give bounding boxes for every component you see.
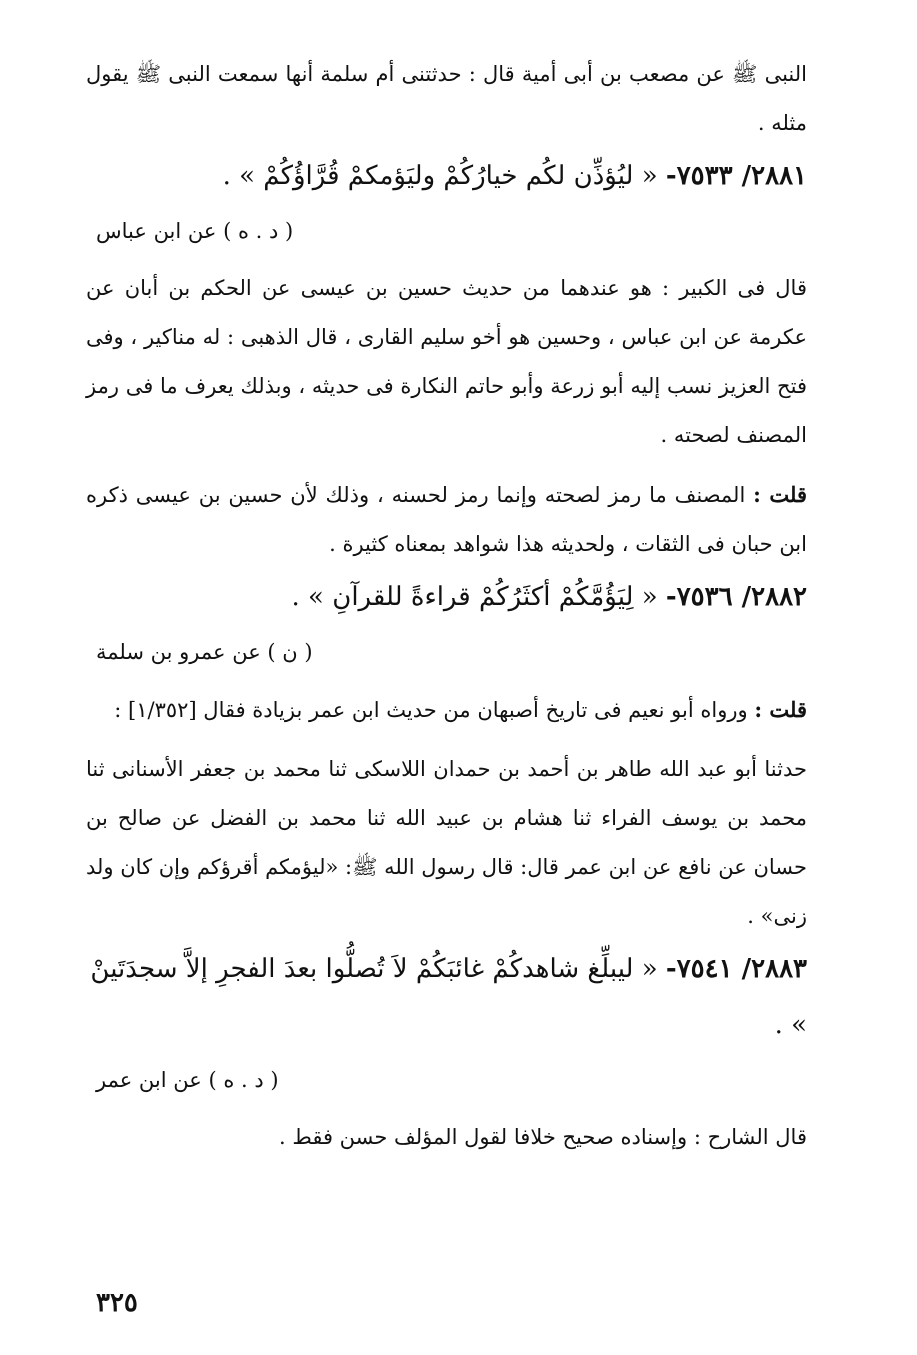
continuation-paragraph: النبى ﷺ عن مصعب بن أبى أمية قال : حدثتنى أم سلمة أنها سمعت النبى ﷺ يقول مثله . bbox=[86, 62, 807, 135]
commentary-kabir bbox=[86, 264, 807, 460]
page-number: ٣٢٥ bbox=[96, 1288, 138, 1318]
hadith-source: ( د . ه ) عن ابن عمر bbox=[96, 1068, 279, 1092]
hadith-number: ٢٨٨٣/ ٧٥٤١- bbox=[665, 954, 807, 984]
commentary-qultu bbox=[86, 685, 807, 735]
isnad-paragraph: حدثنا أبو عبد الله طاهر بن أحمد بن حمدان اللاسكى ثنا محمد بن جعفر الأسنانى ثنا محمد بن يوسف الفراء ثنا هشام بن عبيد الله ثنا محمد بن الفضل عن صالح بن حسان عن نافع عن ابن عمر قال: قال رسول الله ﷺ: «ليؤمكم أقرؤكم وإن كان ولد زنى» . bbox=[86, 757, 807, 928]
commentary-sharih bbox=[86, 1113, 807, 1162]
hadith-source: ( د . ه ) عن ابن عباس bbox=[96, 219, 294, 243]
commentary-text: المصنف ما رمز لصحته وإنما رمز لحسنه ، وذلك لأن حسين بن عيسى ذكره ابن حبان فى الثقات ، ولحديثه هذا شواهد بمعناه كثيرة . bbox=[86, 483, 807, 556]
commentary-label: قلت : bbox=[753, 482, 807, 507]
hadith-number: ٢٨٨١/ ٧٥٣٣- bbox=[665, 161, 807, 191]
hadith-source: ( ن ) عن عمرو بن سلمة bbox=[96, 640, 313, 664]
commentary-label: قلت : bbox=[754, 697, 807, 722]
hadith-text: « لِيَؤُمَّكُمْ أكثَرُكُمْ قراءةً للقرآنِ » . bbox=[291, 582, 658, 612]
hadith-2882 bbox=[86, 569, 807, 625]
commentary-label: قال فى الكبير : bbox=[662, 276, 807, 300]
hadith-number: ٢٨٨٢/ ٧٥٣٦- bbox=[665, 582, 807, 612]
hadith-text: « ليبلِّغ شاهدكُمْ غائبَكُمْ لاَ تُصلُّوا بعدَ الفجرِ إلاَّ سجدَتَينْ » . bbox=[90, 954, 807, 1040]
commentary-label: قال الشارح : bbox=[693, 1125, 807, 1149]
commentary-text: ورواه أبو نعيم فى تاريخ أصبهان من حديث ابن عمر بزيادة فقال [١/٣٥٢] : bbox=[114, 698, 748, 722]
hadith-2883 bbox=[86, 941, 807, 1053]
hadith-2881 bbox=[86, 148, 807, 204]
commentary-text: وإسناده صحيح خلافا لقول المؤلف حسن فقط . bbox=[279, 1125, 688, 1149]
hadith-text: « ليُؤذِّن لكُم خيارُكُمْ وليَؤمكمْ قُرَّاؤُكُمْ » . bbox=[222, 161, 658, 191]
commentary-text: هو عندهما من حديث حسين بن عيسى عن الحكم بن أبان عن عكرمة عن ابن عباس ، وحسين هو أخو سليم القارى ، قال الذهبى : له مناكير ، وفى فتح العزيز نسب إليه أبو زرعة وأبو حاتم النكارة فى حديثه ، وبذلك يعرف ما فى رمز المصنف لصحته . bbox=[86, 276, 807, 447]
commentary-qultu bbox=[86, 470, 807, 569]
